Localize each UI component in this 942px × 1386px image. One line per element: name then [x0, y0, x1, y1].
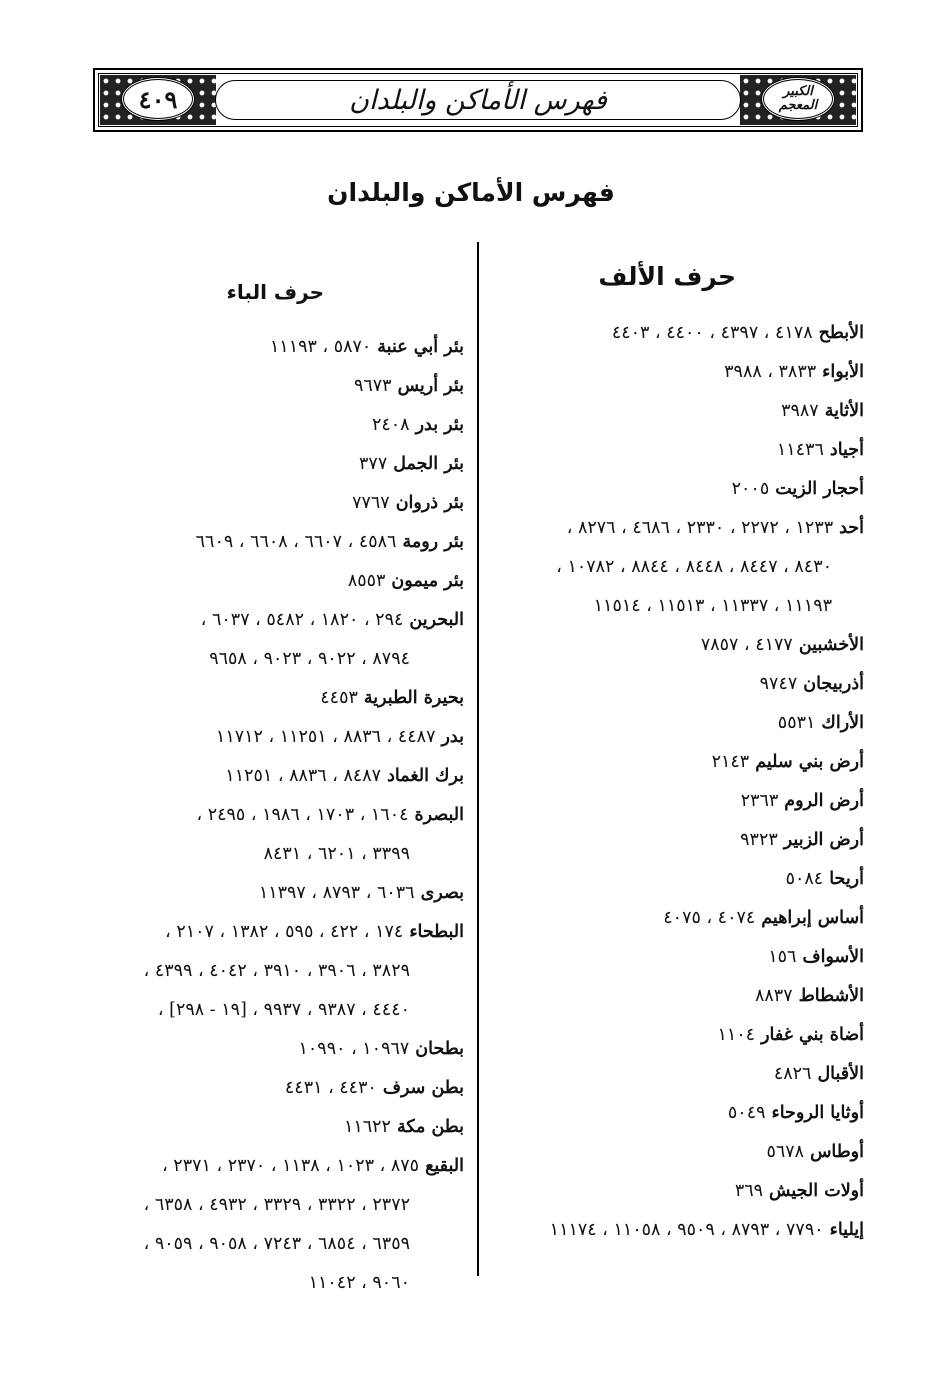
reference-numbers: ٩٠٦٠ ، ١١٠٤٢: [308, 1273, 410, 1293]
place-name: الأقبال: [817, 1064, 864, 1084]
place-name: أساس إبراهيم: [761, 908, 864, 928]
place-name: أجياد: [829, 440, 864, 460]
place-name: البطحاء: [409, 922, 464, 942]
place-name: أضاة بني غفار: [761, 1025, 864, 1045]
index-entry: [74, 562, 464, 601]
book-logo-icon: الكبير المعجم: [778, 84, 818, 113]
index-entry: [74, 484, 464, 523]
index-entry: [74, 1030, 464, 1069]
place-name: أولات الجيش: [769, 1181, 864, 1201]
reference-numbers: ٥٦٧٨: [766, 1142, 805, 1162]
reference-numbers: ٤٤٨٧ ، ٨٨٣٦ ، ١١٢٥١ ، ١١٧١٢: [215, 727, 436, 747]
place-name: أوثايا الروحاء: [771, 1103, 864, 1123]
reference-numbers: ٨٧٥ ، ١٠٢٣ ، ١١٣٨ ، ٢٣٧٠ ، ٢٣٧١ ،: [162, 1156, 420, 1176]
reference-numbers: ٩٦٧٣: [353, 376, 392, 396]
place-name: الأسواف: [802, 947, 864, 967]
running-header: [93, 68, 863, 132]
header-title-cartouche: [215, 80, 741, 120]
reference-numbers: ٤١٧٧ ، ٧٨٥٧: [700, 635, 793, 655]
logo-medallion: [761, 77, 835, 121]
reference-numbers: ٤٤٣٠ ، ٤٤٣١: [284, 1078, 377, 1098]
index-entry-continuation: [74, 952, 464, 991]
reference-numbers: ١١١٩٣ ، ١١٣٣٧ ، ١١٥١٣ ، ١١٥١٤: [593, 596, 832, 616]
reference-numbers: ١٥٦: [768, 947, 797, 967]
reference-numbers: ٥٨٧٠ ، ١١١٩٣: [269, 337, 372, 357]
place-name: بئر أريس: [397, 376, 464, 396]
index-entry: [494, 821, 864, 860]
place-name: أوطاس: [810, 1142, 864, 1162]
reference-numbers: ٥٠٤٩: [727, 1103, 766, 1123]
reference-numbers: ٢١٤٣: [711, 752, 750, 772]
index-entry: [494, 782, 864, 821]
index-entry: [494, 314, 864, 353]
reference-numbers: ١٠٩٦٧ ، ١٠٩٩٠: [298, 1039, 410, 1059]
reference-numbers: ٤٠٧٤ ، ٤٠٧٥: [663, 908, 756, 928]
index-entry: [494, 860, 864, 899]
reference-numbers: ٤٨٢٦: [773, 1064, 812, 1084]
index-entry: [494, 665, 864, 704]
reference-numbers: ١١٦٢٢: [343, 1117, 391, 1137]
header-title: فهرس الأماكن والبلدان: [349, 84, 607, 116]
index-entry: [74, 913, 464, 952]
index-entry: [494, 509, 864, 548]
index-entry: [494, 938, 864, 977]
index-entry: [74, 406, 464, 445]
index-entry: [494, 626, 864, 665]
place-name: إيلياء: [829, 1220, 864, 1240]
index-entry-continuation: [74, 1225, 464, 1264]
place-name: بصرى: [420, 883, 464, 903]
place-name: أرض الروم: [784, 791, 864, 811]
reference-numbers: ٦٣٥٩ ، ٦٨٥٤ ، ٧٢٤٣ ، ٩٠٥٨ ، ٩٠٥٩ ،: [143, 1234, 410, 1254]
place-name: الأخشبين: [798, 635, 864, 655]
index-entry: [74, 679, 464, 718]
index-entry: [74, 1147, 464, 1186]
index-entry-continuation: [74, 640, 464, 679]
index-entry: [494, 743, 864, 782]
place-name: بئر ميمون: [391, 571, 464, 591]
reference-numbers: ٧٧٦٧: [352, 493, 390, 513]
place-name: بدر: [441, 727, 464, 747]
reference-numbers: ١٧٤ ، ٤٢٢ ، ٥٩٥ ، ١٣٨٢ ، ٢١٠٧ ،: [165, 922, 404, 942]
index-entry: [74, 1069, 464, 1108]
reference-numbers: ٣٨٣٣ ، ٣٩٨٨: [724, 362, 817, 382]
place-name: برك الغماد: [387, 766, 464, 786]
place-name: أرض بني سليم: [755, 752, 864, 772]
reference-numbers: ٤٥٨٦ ، ٦٦٠٧ ، ٦٦٠٨ ، ٦٦٠٩: [195, 532, 397, 552]
place-name: أريحا: [829, 869, 864, 889]
place-name: الأراك: [821, 713, 864, 733]
place-name: أذربيجان: [803, 674, 864, 694]
reference-numbers: ٨٧٩٤ ، ٩٠٢٢ ، ٩٠٢٣ ، ٩٦٥٨: [209, 649, 410, 669]
reference-numbers: ٤٤٥٣: [320, 688, 358, 708]
index-entry: [494, 899, 864, 938]
index-entry-continuation: [74, 835, 464, 874]
index-entry: [74, 523, 464, 562]
index-entry: [494, 431, 864, 470]
place-name: أحجار الزيت: [775, 479, 864, 499]
place-name: البحرين: [409, 610, 464, 630]
reference-numbers: ٨٤٨٧ ، ٨٨٣٦ ، ١١٢٥١: [225, 766, 382, 786]
section-heading-ba: حرف الباء: [226, 280, 324, 304]
index-entry: [494, 1133, 864, 1172]
reference-numbers: ٢٣٧٢ ، ٣٣٢٢ ، ٣٣٢٩ ، ٤٩٣٢ ، ٦٣٥٨ ،: [143, 1195, 410, 1215]
place-name: البقيع: [425, 1156, 464, 1176]
index-entry-continuation: [74, 1186, 464, 1225]
reference-numbers: ١١٠٤: [717, 1025, 756, 1045]
place-name: أحد: [839, 518, 864, 538]
entry-list-alif: [494, 314, 864, 1250]
reference-numbers: ٥٠٨٤: [785, 869, 824, 889]
index-entry: [74, 367, 464, 406]
reference-numbers: ٨٤٣٠ ، ٨٤٤٧ ، ٨٤٤٨ ، ٨٨٤٤ ، ١٠٧٨٢ ،: [556, 557, 832, 577]
place-name: أرض الزبير: [783, 830, 864, 850]
reference-numbers: ٢٣٦٣: [740, 791, 779, 811]
reference-numbers: ٨٨٣٧: [755, 986, 793, 1006]
reference-numbers: ٣٩٨٧: [781, 401, 819, 421]
place-name: الأشطاط: [798, 986, 864, 1006]
place-name: الأبطح: [818, 323, 864, 343]
index-entry: [494, 353, 864, 392]
reference-numbers: ٣٧٧: [359, 454, 388, 474]
place-name: بئر بدر: [415, 415, 464, 435]
reference-numbers: ٩٣٢٣: [740, 830, 778, 850]
index-entry: [494, 1016, 864, 1055]
reference-numbers: ٥٥٣١: [777, 713, 816, 733]
reference-numbers: ٩٧٤٧: [759, 674, 798, 694]
page-number: ٤٠٩: [138, 84, 178, 114]
column-divider: [477, 242, 479, 1276]
index-entry: [494, 470, 864, 509]
reference-numbers: ١٢٣٣ ، ٢٢٧٢ ، ٢٣٣٠ ، ٤٦٨٦ ، ٨٢٧٦ ،: [566, 518, 834, 538]
index-entry: [494, 977, 864, 1016]
index-entry-continuation: [494, 548, 864, 587]
place-name: بحيرة الطبرية: [363, 688, 464, 708]
reference-numbers: ٧٧٩٠ ، ٨٧٩٣ ، ٩٥٠٩ ، ١١٠٥٨ ، ١١١٧٤: [549, 1220, 824, 1240]
reference-numbers: ٣٣٩٩ ، ٦٢٠١ ، ٨٤٣١: [263, 844, 410, 864]
index-entry-continuation: [74, 991, 464, 1030]
page-title: فهرس الأماكن والبلدان: [327, 178, 615, 207]
place-name: بئر الجمل: [393, 454, 464, 474]
place-name: بطن سرف: [382, 1078, 464, 1098]
reference-numbers: ٤١٧٨ ، ٤٣٩٧ ، ٤٤٠٠ ، ٤٤٠٣: [611, 323, 813, 343]
column-ba: [74, 250, 464, 1303]
index-entry: [74, 601, 464, 640]
index-entry: [74, 445, 464, 484]
index-entry: [494, 1094, 864, 1133]
index-entry: [494, 704, 864, 743]
reference-numbers: ٣٨٢٩ ، ٣٩٠٦ ، ٣٩١٠ ، ٤٠٤٢ ، ٤٣٩٩ ،: [143, 961, 410, 981]
index-entry: [74, 874, 464, 913]
index-entry: [74, 757, 464, 796]
index-entry-continuation: [74, 1264, 464, 1303]
place-name: بئر أبي عنبة: [377, 337, 464, 357]
index-entry-continuation: [494, 587, 864, 626]
place-name: بئر رومة: [402, 532, 464, 552]
index-entry: [74, 796, 464, 835]
index-entry: [74, 718, 464, 757]
reference-numbers: ٢٠٠٥: [731, 479, 770, 499]
reference-numbers: ٤٤٤٠ ، ٩٣٨٧ ، ٩٩٣٧ ، [١٩ - ٢٩٨] ،: [157, 1000, 410, 1020]
page-number-medallion: [121, 77, 195, 121]
index-entry: [74, 1108, 464, 1147]
index-entry: [494, 1172, 864, 1211]
index-entry: [494, 392, 864, 431]
index-entry: [494, 1211, 864, 1250]
place-name: بطن مكة: [396, 1117, 464, 1137]
place-name: الأثاية: [824, 401, 864, 421]
reference-numbers: ١١٤٣٦: [776, 440, 824, 460]
reference-numbers: ٣٦٩: [734, 1181, 764, 1201]
section-heading-alif: حرف الألف: [598, 262, 736, 291]
index-entry: [494, 1055, 864, 1094]
reference-numbers: ٨٥٥٣: [347, 571, 386, 591]
place-name: البصرة: [414, 805, 464, 825]
reference-numbers: ٢٤٠٨: [371, 415, 410, 435]
entry-list-ba: [74, 328, 464, 1303]
place-name: بئر ذروان: [395, 493, 464, 513]
column-alif: [494, 250, 864, 1250]
reference-numbers: ٢٩٤ ، ١٨٢٠ ، ٥٤٨٢ ، ٦٠٣٧ ،: [200, 610, 404, 630]
place-name: الأبواء: [822, 362, 864, 382]
place-name: بطحان: [415, 1039, 464, 1059]
index-entry: [74, 328, 464, 367]
reference-numbers: ٦٠٣٦ ، ٨٧٩٣ ، ١١٣٩٧: [258, 883, 415, 903]
reference-numbers: ١٦٠٤ ، ١٧٠٣ ، ١٩٨٦ ، ٢٤٩٥ ،: [196, 805, 409, 825]
